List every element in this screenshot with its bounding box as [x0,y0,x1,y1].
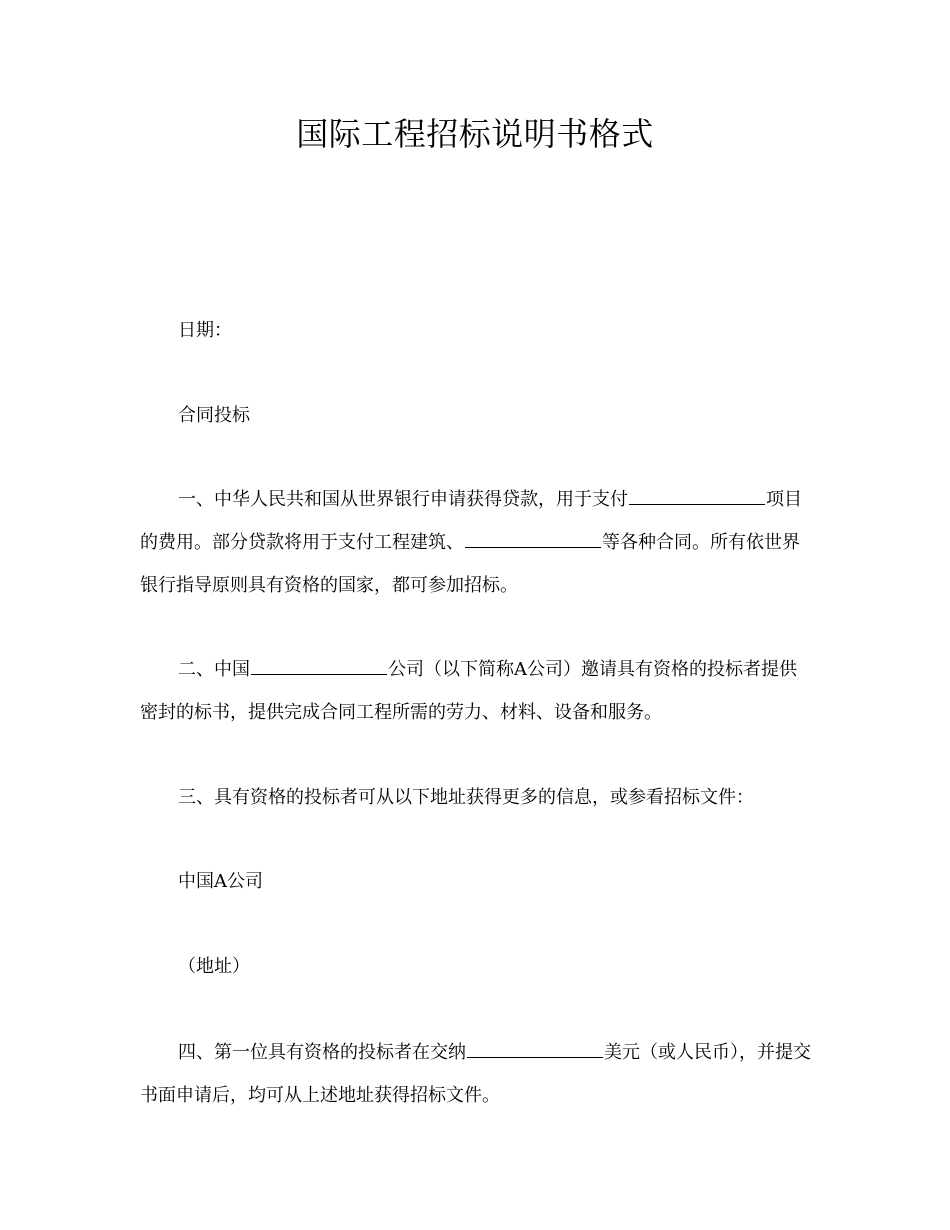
blank-field [251,656,387,675]
paragraph-3: 三、具有资格的投标者可从以下地址获得更多的信息，或参看招标文件： [178,787,754,808]
paragraph-4-part-b: 美元（或人民币），并提交书面申请后，均可从上述地址获得招标文件。 [140,1042,811,1106]
paragraph-4-part-a: 四、第一位具有资格的投标者在交纳 [178,1042,466,1063]
paragraph-1 [140,478,812,607]
paragraph-4 [140,1031,812,1117]
paragraph-1-part-a: 一、中华人民共和国从世界银行申请获得贷款，用于支付 [178,489,628,510]
contract-heading: 合同投标 [178,405,250,426]
date-label: 日期： [178,320,232,341]
blank-field [629,486,765,505]
document-title: 国际工程招标说明书格式 [296,115,654,153]
company-address: （地址） [178,956,250,977]
paragraph-1-part-c: 等各种合同。所有依世界银行指导原则具有资格的国家，都可参加招标。 [140,532,800,596]
paragraph-2 [140,648,812,734]
paragraph-2-part-b: 公司（以下简称A公司）邀请具有资格的投标者提供密封的标书，提供完成合同工程所需的劳力、材料、设备和服务。 [140,659,797,723]
blank-field [467,1039,603,1058]
company-name: 中国A公司 [178,871,263,892]
paragraph-1-part-b: 项目的费用。部分贷款将用于支付工程建筑、 [140,489,802,553]
blank-field [465,529,601,548]
paragraph-2-part-a: 二、中国 [178,659,250,680]
